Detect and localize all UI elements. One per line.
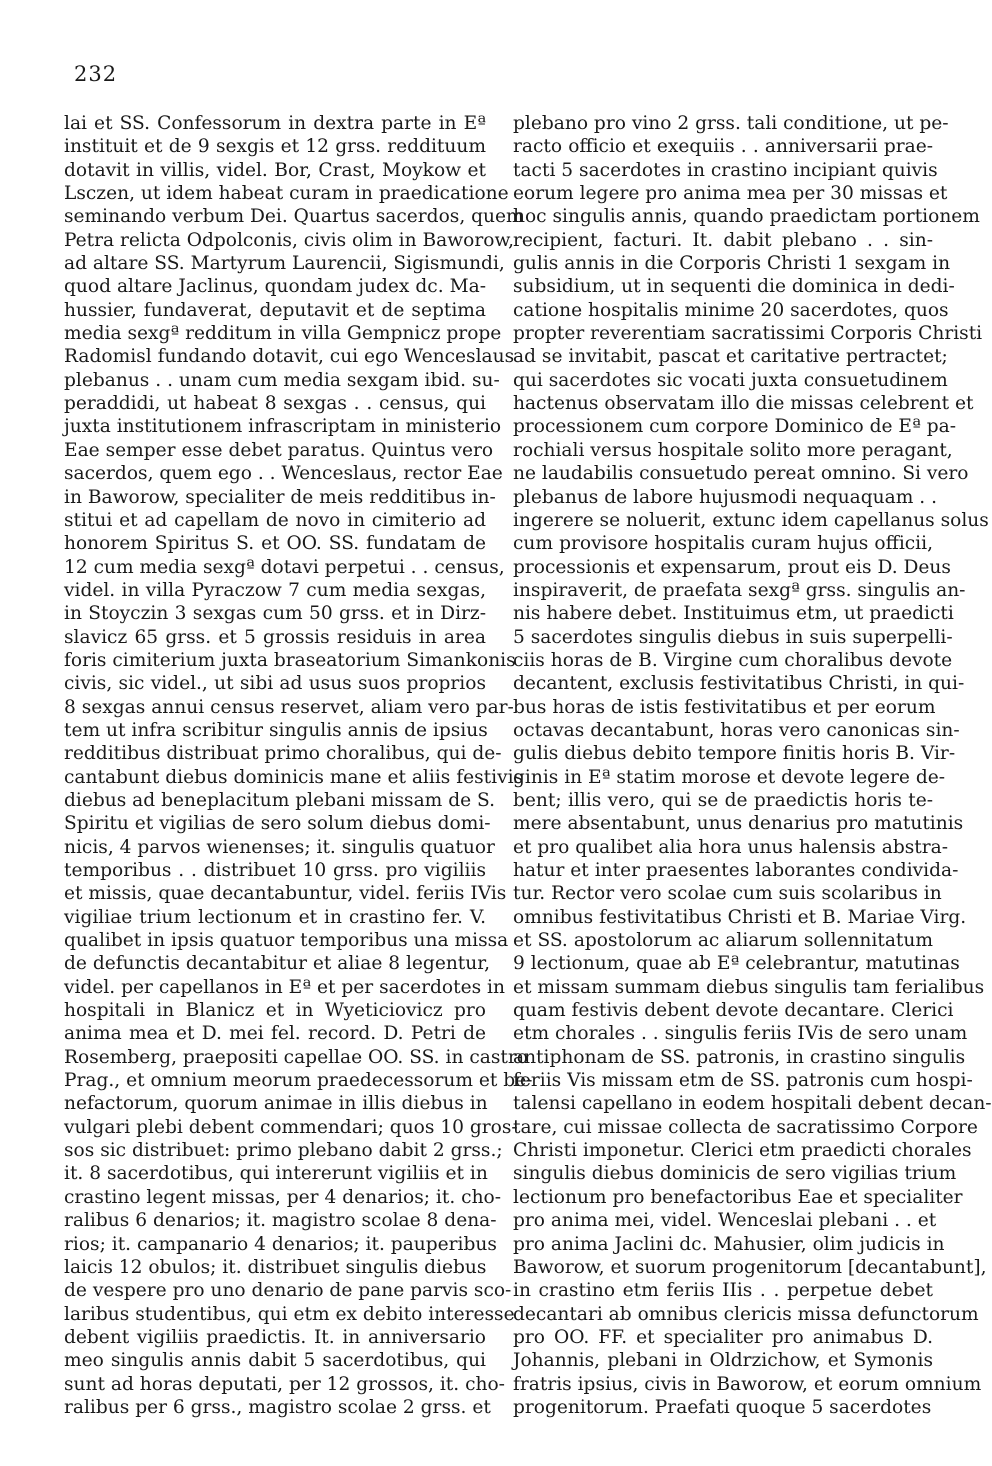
text-line: decantari ab omnibus clericis missa defunctorum <box>513 1303 979 1325</box>
text-line: lai et SS. Confessorum in dextra parte in Eª <box>64 113 486 134</box>
text-line: nicis, 4 parvos wienenses; it. singulis quatuor <box>64 836 495 858</box>
text-line: it. 8 sacerdotibus, qui intererunt vigiliis et in <box>64 1163 488 1185</box>
text-line: ingerere se noluerit, extunc idem capellanus solus <box>513 509 989 531</box>
text-line: gulis diebus debito tempore finitis horis B. Vir- <box>513 743 956 765</box>
text-line: civis, sic videl., ut sibi ad usus suos proprios <box>64 673 486 695</box>
text-line: 5 sacerdotes singulis diebus in suis superpelli- <box>513 626 953 648</box>
text-line: redditibus distribuat primo choralibus, qui de- <box>64 743 502 765</box>
text-line: Prag., et omnium meorum praedecessorum et be- <box>64 1070 533 1092</box>
text-line: sacerdos, quem ego . . Wenceslaus, rector Eae <box>64 463 503 485</box>
text-line: de vespere pro uno denario de pane parvis sco- <box>64 1280 512 1302</box>
text-line: hatur et inter praesentes laborantes condivida- <box>513 860 959 881</box>
text-line: plebanus de labore hujusmodi nequaquam . . <box>513 486 937 508</box>
text-line: processionis et expensarum, prout eis D. Deus <box>513 556 951 578</box>
text-line: Eae semper esse debet paratus. Quintus vero <box>64 439 494 461</box>
text-line: tacti 5 sacerdotes in crastino incipiant quivis <box>513 159 938 181</box>
text-line: Spiritu et vigilias de sero solum diebus domi- <box>64 813 491 835</box>
text-line: foris cimiterium juxta braseatorium Simankonis <box>64 649 516 671</box>
text-line: laicis 12 obulos; it. distribuet singulis diebus <box>64 1256 487 1278</box>
text-line: subsidium, ut in sequenti die dominica in dedi- <box>513 276 955 298</box>
text-line: qualibet in ipsis quatuor temporibus una missa <box>64 930 509 952</box>
text-line: ad altare SS. Martyrum Laurencii, Sigismundi, <box>64 253 505 275</box>
text-line: slavicz 65 grss. et 5 grossis residuis in area <box>64 626 486 648</box>
text-line: gulis annis in die Corporis Christi 1 sexgam in <box>513 253 951 275</box>
text-line: mere absentabunt, unus denarius pro matutinis <box>513 813 964 835</box>
text-line: recipient, facturi. It. dabit plebano . . sin- <box>513 229 933 251</box>
text-line: decantent, exclusis festivitatibus Christi, in qui- <box>513 673 965 695</box>
text-line: fratris ipsius, civis in Baworow, et eorum omnium <box>513 1373 982 1395</box>
text-line: instituit et de 9 sexgis et 12 grss. reddituum <box>64 136 486 158</box>
text-line: rochiali versus hospitale solito more peragant, <box>513 439 953 461</box>
text-line: octavas decantabunt, horas vero canonicas sin- <box>513 719 960 741</box>
text-line: processionem cum corpore Dominico de Eª pa- <box>513 416 956 438</box>
text-line: feriis Vis missam etm de SS. patronis cum hospi- <box>513 1070 973 1092</box>
text-line: ne laudabilis consuetudo pereat omnino. Si vero <box>513 463 969 485</box>
text-line: etm chorales . . singulis feriis IVis de sero unam <box>513 1023 968 1045</box>
text-line: singulis diebus dominicis de sero vigilias trium <box>513 1163 957 1185</box>
text-line: Radomisl fundando dotavit, cui ego Wenceslaus <box>64 346 515 368</box>
text-line: lectionum pro benefactoribus Eae et specialiter <box>513 1186 963 1208</box>
text-line: juxta institutionem infrascriptam in ministerio <box>64 416 502 438</box>
text-line: antiphonam de SS. patronis, in crastino singulis <box>513 1046 966 1068</box>
text-line: nefactorum, quorum animae in illis diebus in <box>64 1093 488 1115</box>
text-line: 9 lectionum, quae ab Eª celebrantur, matutinas <box>513 953 960 975</box>
text-line: 8 sexgas annui census reservet, aliam vero par- <box>64 696 514 718</box>
text-line: Rosemberg, praepositi capellae OO. SS. in castro <box>64 1046 528 1068</box>
text-line: racto officio et exequiis . . anniversarii prae- <box>513 136 933 158</box>
text-line: meo singulis annis dabit 5 sacerdotibus, qui <box>64 1350 486 1372</box>
text-line: tare, cui missae collecta de sacratissimo Corpore <box>513 1116 978 1138</box>
text-line: sos sic distribuet: primo plebano dabit 2 grss.; <box>64 1140 503 1162</box>
text-line: sunt ad horas deputati, per 12 grossos, it. cho- <box>64 1373 505 1395</box>
text-line: hoc singulis annis, quando praedictam portionem <box>513 206 980 228</box>
text-line: pro anima mei, videl. Wenceslai plebani . . et <box>513 1210 937 1232</box>
text-line: ad se invitabit, pascat et caritative pertractet; <box>513 346 948 368</box>
text-line: talensi capellano in eodem hospitali debent decan- <box>513 1093 992 1115</box>
text-line: ciis horas de B. Virgine cum choralibus devote <box>513 649 953 671</box>
text-line: ginis in Eª statim morose et devote legere de- <box>513 766 946 788</box>
text-line: stitui et ad capellam de novo in cimiterio ad <box>64 509 486 531</box>
text-line: pro OO. FF. et specialiter pro animabus D. <box>513 1326 933 1348</box>
text-line: crastino legent missas, per 4 denarios; it. cho- <box>64 1186 502 1208</box>
text-line: qui sacerdotes sic vocati juxta consuetudinem <box>513 369 948 391</box>
text-line: media sexgª redditum in villa Gempnicz prope <box>64 323 502 345</box>
text-line: et SS. apostolorum ac aliarum sollennitatum <box>513 930 933 952</box>
left-column <box>64 112 533 1419</box>
text-line: bus horas de istis festivitatibus et per eorum <box>513 696 936 718</box>
text-line: quam festivis debent devote decantare. Clerici <box>513 1000 954 1022</box>
text-line: peraddidi, ut habeat 8 sexgas . . census, qui <box>64 393 486 415</box>
text-line: catione hospitalis minime 20 sacerdotes, quos <box>513 299 949 321</box>
text-line: propter reverentiam sacratissimi Corporis Christi <box>513 323 983 345</box>
text-line: ralibus 6 denarios; it. magistro scolae 8 dena- <box>64 1210 497 1232</box>
text-line: in crastino etm feriis IIis . . perpetue debet <box>513 1280 933 1302</box>
text-line: et missis, quae decantabuntur, videl. feriis IVis <box>64 883 507 905</box>
text-line: temporibus . . distribuet 10 grss. pro vigiliis <box>64 860 486 881</box>
page-number: 232 <box>74 62 118 86</box>
text-line: quod altare Jaclinus, quondam judex dc. Ma- <box>64 276 486 298</box>
text-line: ralibus per 6 grss., magistro scolae 2 grss. et <box>64 1396 491 1418</box>
text-line: 12 cum media sexgª dotavi perpetui . . census, <box>64 556 505 578</box>
right-column <box>513 112 992 1419</box>
text-line: videl. per capellanos in Eª et per sacerdotes in <box>64 976 505 998</box>
text-line: rios; it. campanario 4 denarios; it. pauperibus <box>64 1233 497 1255</box>
text-line: Lsczen, ut idem habeat curam in praedicatione <box>64 183 509 205</box>
text-line: laribus studentibus, qui etm ex debito interesse <box>64 1303 515 1325</box>
text-line: hussier, fundaverat, deputavit et de septima <box>64 299 486 321</box>
text-line: Baworow, et suorum progenitorum [decantabunt], <box>513 1256 987 1278</box>
text-line: pro anima Jaclini dc. Mahusier, olim judicis in <box>513 1233 945 1255</box>
text-line: nis habere debet. Instituimus etm, ut praedicti <box>513 603 954 625</box>
text-line: cantabunt diebus dominicis mane et aliis festivis <box>64 766 524 788</box>
text-line: bent; illis vero, qui se de praedictis horis te- <box>513 789 933 811</box>
text-line: Christi imponetur. Clerici etm praedicti chorales <box>513 1140 972 1162</box>
text-line: plebano pro vino 2 grss. tali conditione, ut pe- <box>513 113 949 134</box>
text-line: seminando verbum Dei. Quartus sacerdos, quem <box>64 206 524 228</box>
text-line: vigiliae trium lectionum et in crastino fer. V. <box>64 906 486 928</box>
text-line: tur. Rector vero scolae cum suis scolaribus in <box>513 883 942 905</box>
text-line: de defunctis decantabitur et aliae 8 legentur, <box>64 953 491 975</box>
text-line: inspiraverit, de praefata sexgª grss. singulis an- <box>513 579 966 601</box>
text-line: et pro qualibet alia hora unus halensis abstra- <box>513 836 949 858</box>
text-line: eorum legere pro anima mea per 30 missas et <box>513 183 948 205</box>
text-line: in Baworow, specialiter de meis redditibus in- <box>64 486 496 508</box>
text-line: vulgari plebi debent commendari; quos 10 gros- <box>64 1116 518 1138</box>
text-line: debent vigiliis praedictis. It. in anniversario <box>64 1326 486 1348</box>
text-line: hospitali in Blanicz et in Wyeticiovicz pro <box>64 1000 486 1022</box>
text-line: Johannis, plebani in Oldrzichow, et Symonis <box>513 1350 933 1372</box>
text-line: cum provisore hospitalis curam hujus officii, <box>513 533 933 555</box>
text-line: et missam summam diebus singulis tam ferialibus <box>513 976 985 998</box>
text-line: plebanus . . unam cum media sexgam ibid. su- <box>64 369 500 391</box>
text-line: hactenus observatam illo die missas celebrent et <box>513 393 974 415</box>
text-line: anima mea et D. mei fel. record. D. Petri de <box>64 1023 486 1045</box>
text-line: omnibus festivitatibus Christi et B. Mariae Virg. <box>513 906 967 928</box>
text-line: diebus ad beneplacitum plebani missam de S. <box>64 789 496 811</box>
text-line: dotavit in villis, videl. Bor, Crast, Moykow et <box>64 159 486 181</box>
text-line: progenitorum. Praefati quoque 5 sacerdotes <box>513 1396 932 1418</box>
text-line: Petra relicta Odpolconis, civis olim in Baworow, <box>64 229 515 251</box>
text-line: tem ut infra scribitur singulis annis de ipsius <box>64 719 488 741</box>
text-line: in Stoyczin 3 sexgas cum 50 grss. et in Dirz- <box>64 603 486 625</box>
text-line: honorem Spiritus S. et OO. SS. fundatam de <box>64 533 486 555</box>
text-line: videl. in villa Pyraczow 7 cum media sexgas, <box>64 579 486 601</box>
